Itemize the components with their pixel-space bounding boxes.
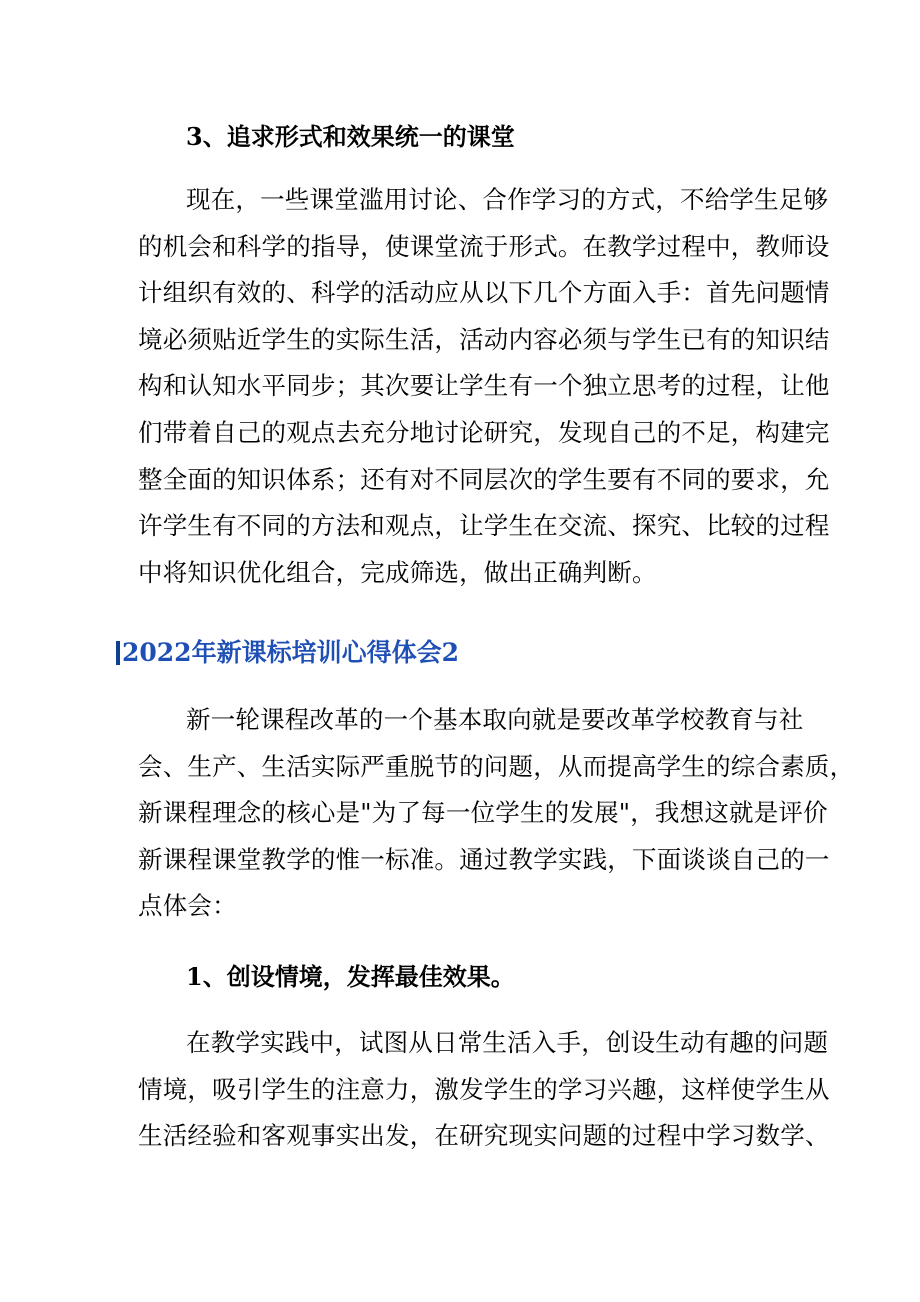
paragraph-line: 整全面的知识体系；还有对不同层次的学生要有不同的要求，允 [138, 464, 830, 494]
paragraph-line: 计组织有效的、科学的活动应从以下几个方面入手：首先问题情 [138, 278, 830, 308]
subheading-classroom-form-effect: 3、追求形式和效果统一的课堂 [186, 122, 515, 151]
paragraph-line: 许学生有不同的方法和观点，让学生在交流、探究、比较的过程 [138, 511, 830, 541]
paragraph-line: 生活经验和客观事实出发，在研究现实问题的过程中学习数学、 [138, 1121, 830, 1151]
paragraph-line: 点体会： [138, 891, 237, 921]
paragraph-line: 现在，一些课堂滥用讨论、合作学习的方式，不给学生足够 [186, 185, 829, 214]
heading-marker-bar [116, 641, 120, 665]
section-heading-title: 2022年新课标培训心得体会2 [122, 638, 459, 667]
paragraph-line: 境必须贴近学生的实际生活，活动内容必须与学生已有的知识结 [138, 324, 830, 354]
paragraph-classroom-discussion [138, 177, 830, 596]
paragraph-line: 构和认知水平同步；其次要让学生有一个独立思考的过程，让他 [138, 371, 830, 401]
paragraph-line: 们带着自己的观点去充分地讨论研究，发现自己的不足，构建完 [138, 417, 830, 447]
paragraph-line: 情境，吸引学生的注意力，激发学生的学习兴趣，这样使学生从 [138, 1074, 830, 1104]
subheading-create-situation: 1、创设情境，发挥最佳效果。 [186, 962, 515, 991]
section-heading [116, 638, 459, 668]
paragraph-teaching-practice [138, 1020, 830, 1160]
paragraph-line: 中将知识优化组合，完成筛选，做出正确判断。 [138, 557, 657, 587]
paragraph-line: 新课程理念的核心是"为了每一位学生的发展"，我想这就是评价 [138, 798, 828, 828]
paragraph-line: 新一轮课程改革的一个基本取向就是要改革学校教育与社 [186, 705, 804, 734]
paragraph-line: 新课程课堂教学的惟一标准。通过教学实践，下面谈谈自己的一 [138, 844, 830, 874]
paragraph-line: 会、生产、生活实际严重脱节的问题，从而提高学生的综合素质， [138, 751, 855, 781]
paragraph-line: 的机会和科学的指导，使课堂流于形式。在教学过程中，教师设 [138, 231, 830, 261]
paragraph-line: 在教学实践中，试图从日常生活入手，创设生动有趣的问题 [186, 1028, 829, 1057]
paragraph-curriculum-reform [138, 697, 855, 930]
